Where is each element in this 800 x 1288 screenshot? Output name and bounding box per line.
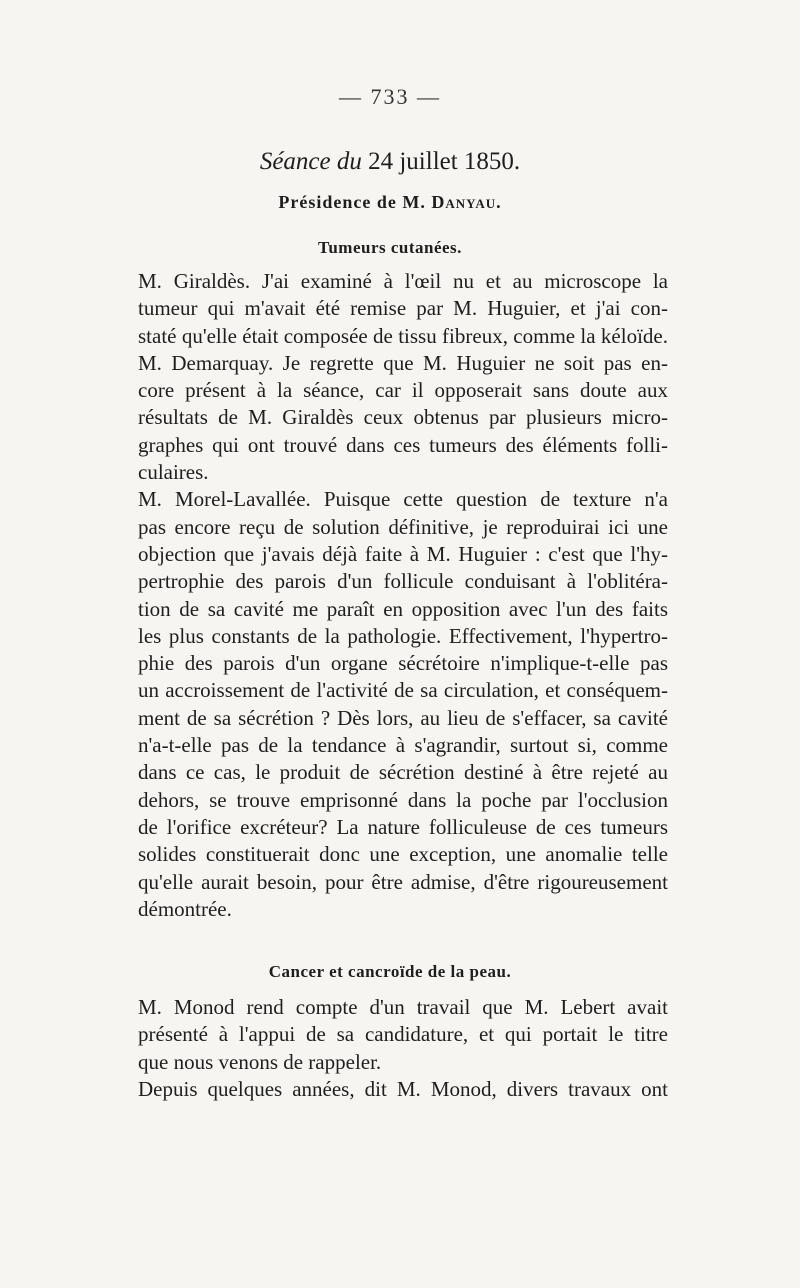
text-line: dans ce cas, le produit de sécrétion destiné à être rejeté au <box>138 760 668 785</box>
text-line: Depuis quelques années, dit M. Monod, divers travaux ont <box>138 1076 668 1101</box>
text-line: graphes qui ont trouvé dans ces tumeurs des éléments folli- <box>138 432 668 457</box>
text-line: tumeur qui m'avait été remise par M. Huguier, et j'ai con- <box>138 296 668 321</box>
text-line: qu'elle aurait besoin, pour être admise, d'être rigoureusement <box>138 869 668 894</box>
text-line: M. Giraldès. J'ai examiné à l'œil nu et au microscope la <box>138 269 668 293</box>
text-line: n'a-t-elle pas de la tendance à s'agrandir, surtout si, comme <box>138 733 668 758</box>
text-line: solides constituerait donc une exception, une anomalie telle <box>138 842 668 867</box>
text-line: dehors, se trouve emprisonné dans la poche par l'occlusion <box>138 787 668 812</box>
text-line: M. Monod rend compte d'un travail que M. Lebert avait <box>138 995 668 1019</box>
presidence-name: Danyau. <box>431 192 502 212</box>
session-prefix: Séance du <box>259 148 362 175</box>
text-line: staté qu'elle était composée de tissu fibreux, comme la kéloïde. <box>138 323 668 348</box>
text-line: culaires. <box>138 460 209 485</box>
text-line: ment de sa sécrétion ? Dès lors, au lieu de s'effacer, sa cavité <box>138 705 668 730</box>
text-line: résultats de M. Giraldès ceux obtenus par plusieurs micro- <box>138 405 668 430</box>
session-title <box>0 148 780 176</box>
text-line: pas encore reçu de solution définitive, je reproduirai ici une <box>138 514 668 539</box>
text-line: présenté à l'appui de sa candidature, et qui portait le titre <box>138 1022 668 1047</box>
text-line: objection que j'avais déjà faite à M. Huguier : c'est que l'hy- <box>138 541 668 566</box>
section-body-tumeurs <box>138 268 668 923</box>
section-body-cancer <box>138 994 668 1103</box>
text-line: que nous venons de rappeler. <box>138 1049 382 1074</box>
text-line: tion de sa cavité me paraît en opposition avec l'un des faits <box>138 596 668 621</box>
presidence-line <box>0 192 780 213</box>
session-date: 24 juillet 1850. <box>368 148 521 175</box>
section-heading-cancer: Cancer et cancroïde de la peau. <box>268 962 512 981</box>
page-number: — 733 — <box>339 84 441 109</box>
text-line: de l'orifice excréteur? La nature folliculeuse de ces tumeurs <box>138 814 668 839</box>
text-line: phie des parois d'un organe sécrétoire n'implique-t-elle pas <box>138 651 668 676</box>
section-heading-tumeurs: Tumeurs cutanées. <box>318 238 462 257</box>
presidence-mr: M. <box>402 192 426 212</box>
text-line: pertrophie des parois d'un follicule conduisant à l'oblitéra- <box>138 569 668 594</box>
text-line: core présent à la séance, car il opposerait sans doute aux <box>138 378 668 403</box>
text-line: M. Morel-Lavallée. Puisque cette question de texture n'a <box>138 487 668 512</box>
presidence-label: Présidence de <box>278 192 397 212</box>
text-line: les plus constants de la pathologie. Effectivement, l'hypertro- <box>138 623 668 648</box>
text-line: démontrée. <box>138 896 232 921</box>
text-line: un accroissement de l'activité de sa circulation, et conséquem- <box>138 678 668 703</box>
text-line: M. Demarquay. Je regrette que M. Huguier ne soit pas en- <box>138 350 668 375</box>
